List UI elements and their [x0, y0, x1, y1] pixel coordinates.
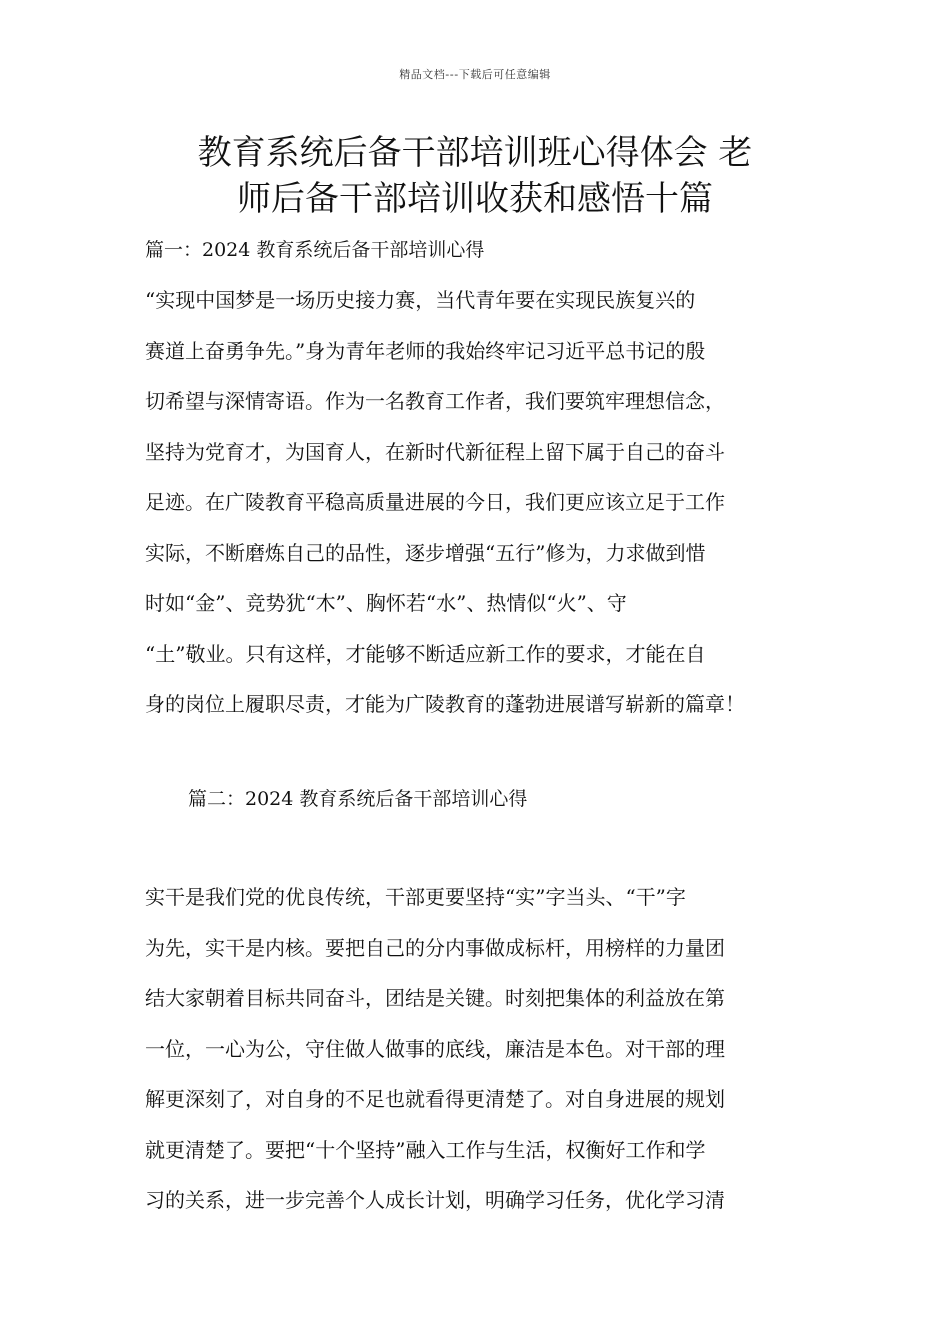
paragraph-line: 就更清楚了。要把“十个坚持”融入工作与生活，权衡好工作和学: [145, 1137, 706, 1162]
section-1-heading: 篇一：2024 教育系统后备干部培训心得: [145, 239, 485, 261]
paragraph-line: 一位，一心为公，守住做人做事的底线，廉洁是本色。对干部的理: [145, 1036, 725, 1061]
document-title: [0, 130, 950, 222]
section-1-paragraph: [145, 286, 825, 741]
title-line-1: 教育系统后备干部培训班心得体会 老: [197, 133, 753, 173]
paragraph-line: 解更深刻了，对自身的不足也就看得更清楚了。对自身进展的规划: [145, 1087, 725, 1111]
paragraph-line: “土”敬业。只有这样，才能够不断适应新工作的要求，才能在自: [145, 641, 706, 666]
paragraph-line: 坚持为党育才，为国育人，在新时代新征程上留下属于自己的奋斗: [145, 439, 725, 464]
paragraph-line: 实干是我们党的优良传统，干部更要坚持“实”字当头、“干”字: [145, 885, 686, 909]
paragraph-line: 结大家朝着目标共同奋斗，团结是关键。时刻把集体的利益放在第: [145, 986, 725, 1010]
paragraph-line: 实际，不断磨炼自己的品性，逐步增强“五行”修为，力求做到惜: [145, 540, 706, 565]
title-line-2: 师后备干部培训收获和感悟十篇: [237, 179, 713, 219]
paragraph-line: 赛道上奋勇争先。”身为青年老师的我始终牢记习近平总书记的殷: [145, 338, 706, 363]
header-note: 精品文档---下载后可任意编辑: [399, 68, 551, 81]
section-2-heading: 篇二：2024 教育系统后备干部培训心得: [188, 788, 528, 810]
section-2-paragraph: [145, 883, 825, 1237]
paragraph-line: 切希望与深情寄语。作为一名教育工作者，我们要筑牢理想信念，: [145, 389, 725, 413]
paragraph-line: 身的岗位上履职尽责，才能为广陵教育的蓬勃进展谱写崭新的篇章！: [145, 692, 745, 716]
paragraph-line: 习的关系，进一步完善个人成长计划，明确学习任务，优化学习清: [145, 1188, 725, 1212]
paragraph-line: 足迹。在广陵教育平稳高质量进展的今日，我们更应该立足于工作: [145, 490, 725, 514]
paragraph-line: 为先，实干是内核。要把自己的分内事做成标杆，用榜样的力量团: [145, 935, 725, 960]
paragraph-line: “实现中国梦是一场历史接力赛，当代青年要在实现民族复兴的: [145, 288, 696, 312]
paragraph-line: 时如“金”、竞势犹“木”、胸怀若“水”、热情似“火”、守: [145, 591, 627, 615]
